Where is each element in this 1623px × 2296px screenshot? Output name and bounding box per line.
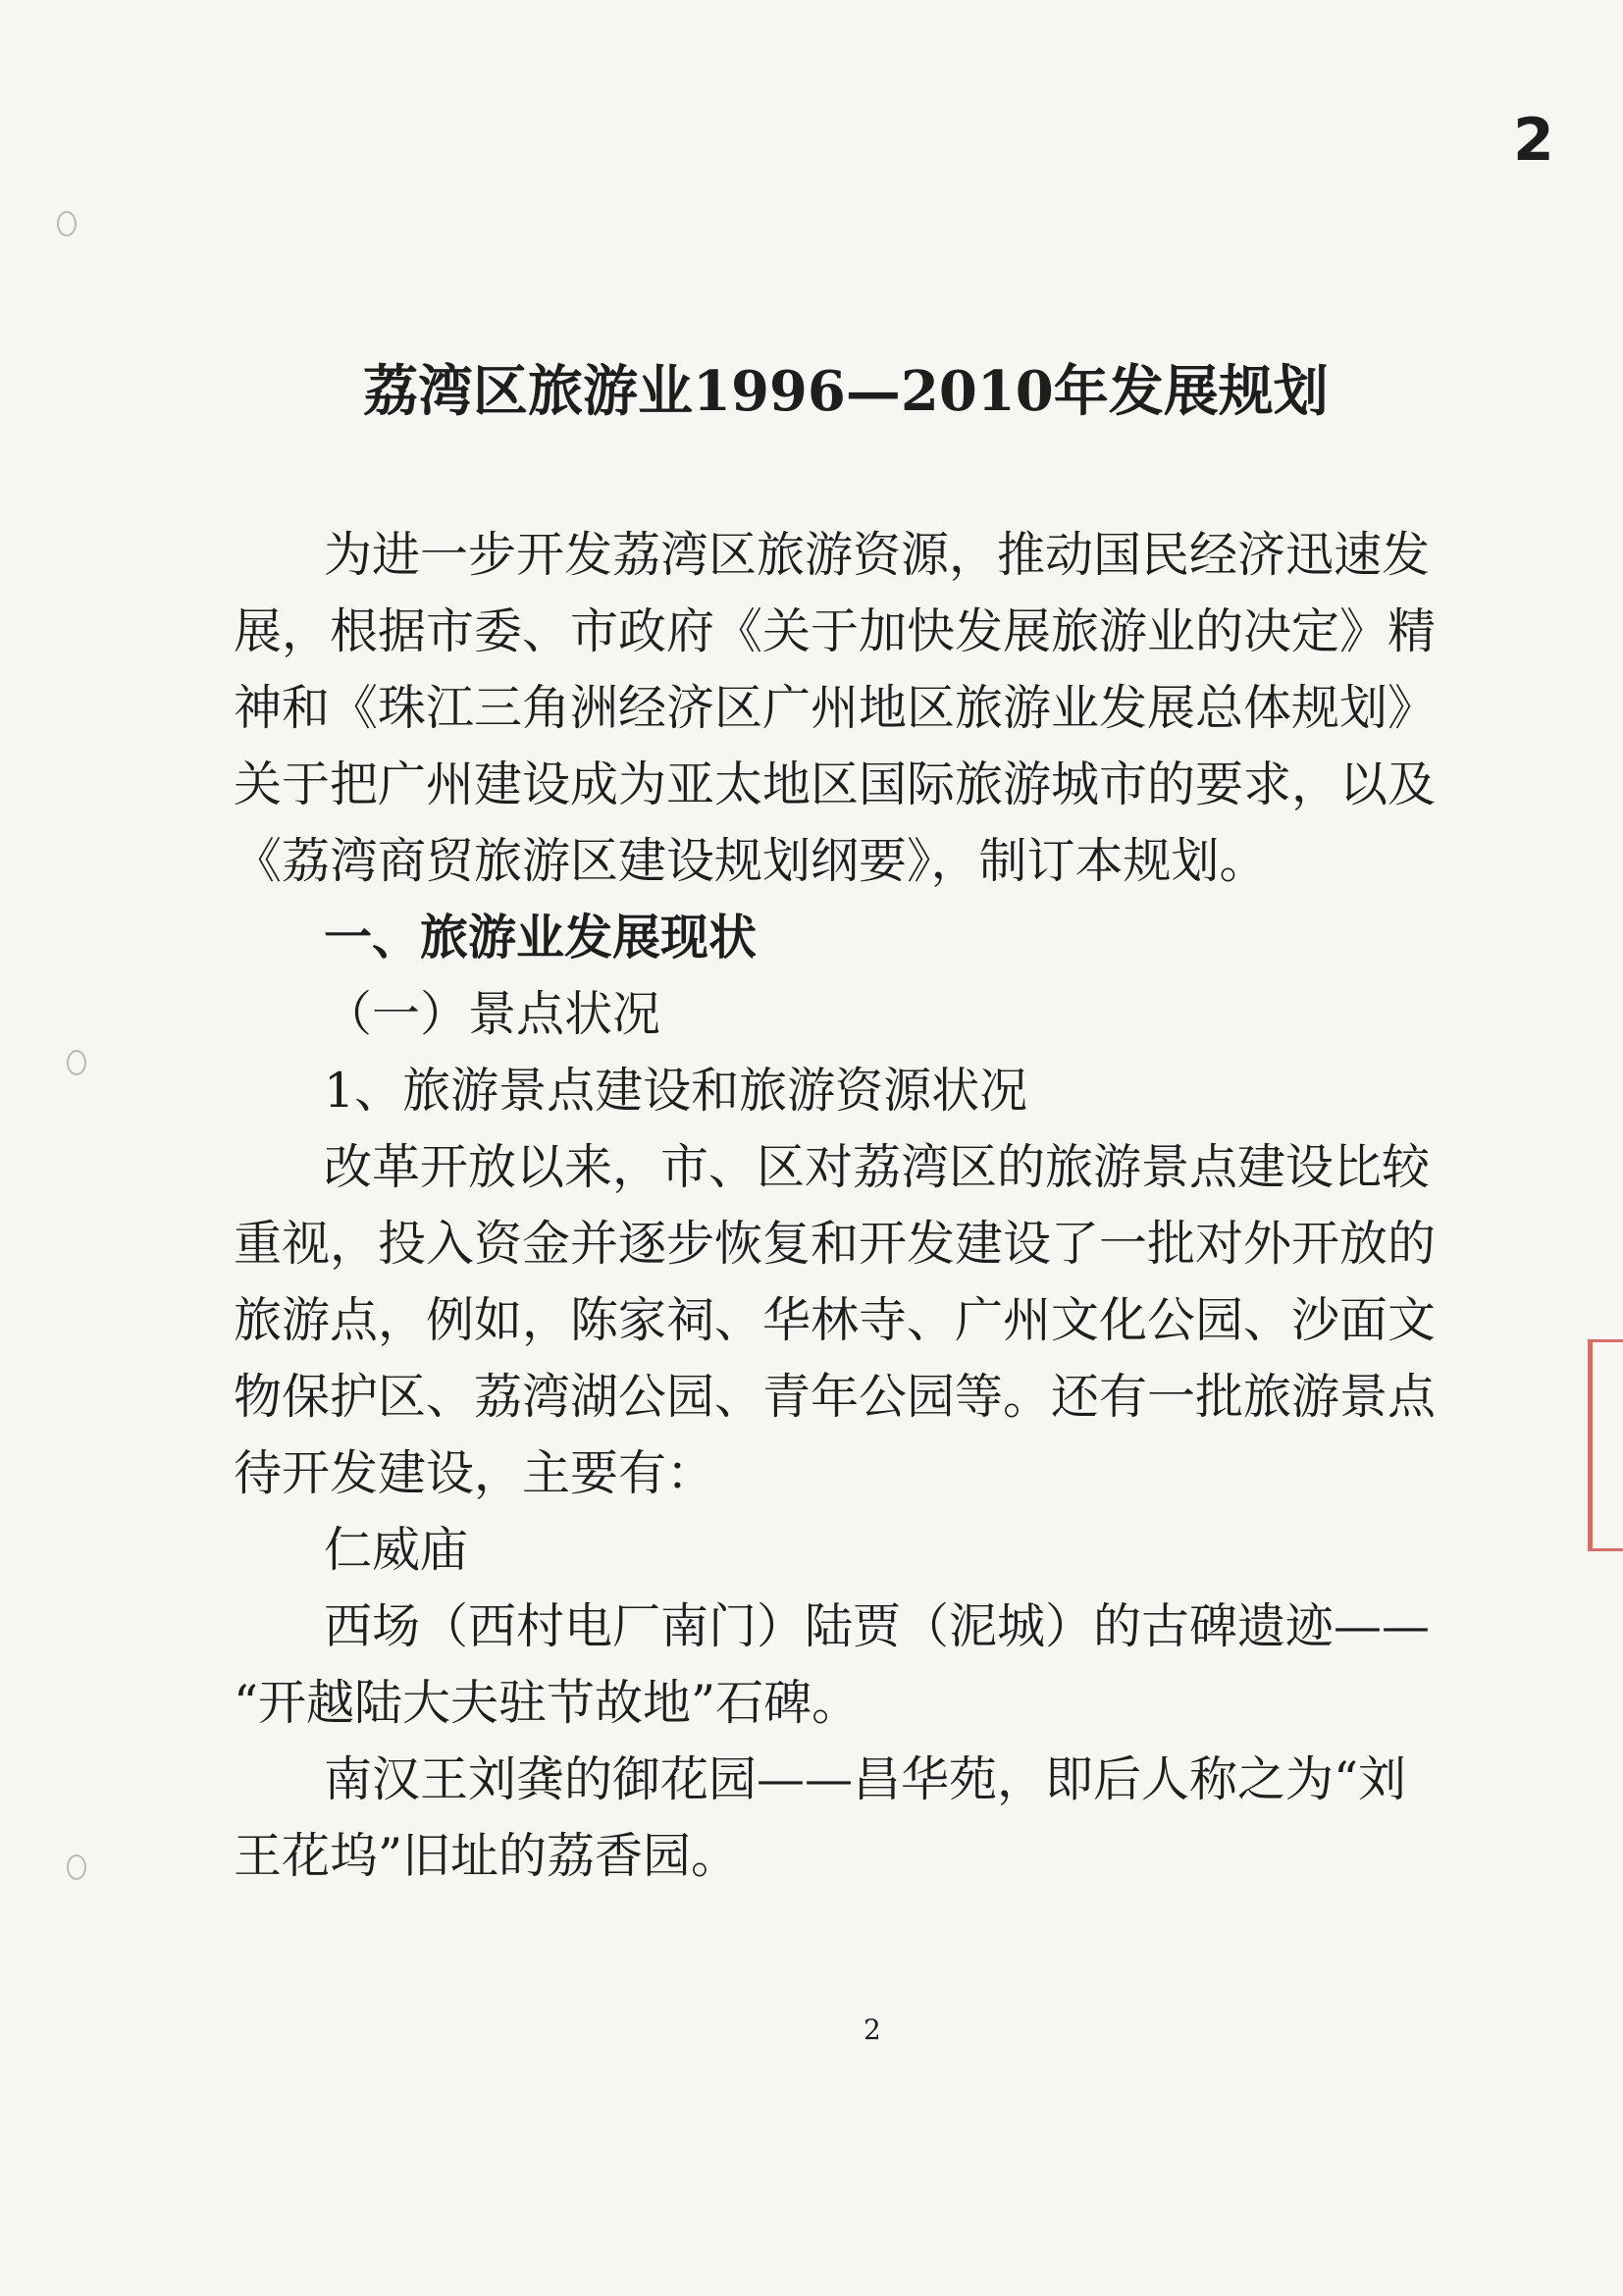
punch-hole (57, 211, 77, 236)
page-number-top: 2 (1513, 106, 1554, 175)
list-item: 王花坞”旧址的荔香园。 (234, 1828, 740, 1884)
subsubsection-heading: 1、旅游景点建设和旅游资源状况 (324, 1063, 1028, 1119)
paragraph-line: 展，根据市委、市政府《关于加快发展旅游业的决定》精 (234, 603, 1437, 659)
section-heading: 一、旅游业发展现状 (324, 909, 758, 965)
list-item: 南汉王刘龚的御花园——昌华苑，即后人称之为“刘 (324, 1751, 1407, 1807)
paragraph-line: 旅游点，例如，陈家祠、华林寺、广州文化公园、沙面文 (234, 1292, 1437, 1348)
paragraph-line: 为进一步开发荔湾区旅游资源，推动国民经济迅速发 (324, 527, 1431, 583)
red-stamp-mark (1588, 1339, 1623, 1551)
paragraph-line: 《荔湾商贸旅游区建设规划纲要》，制订本规划。 (234, 833, 1268, 889)
punch-hole (67, 1854, 86, 1880)
document-title: 荔湾区旅游业1996—2010年发展规划 (363, 359, 1329, 424)
subsection-heading: （一）景点状况 (324, 986, 661, 1042)
paragraph-line: 关于把广州建设成为亚太地区国际旅游城市的要求，以及 (234, 757, 1437, 812)
paragraph-line: 待开发建设，主要有： (234, 1445, 715, 1501)
punch-hole (67, 1050, 86, 1075)
footer-page-number: 2 (864, 2013, 881, 2046)
paragraph-line: 物保护区、荔湾湖公园、青年公园等。还有一批旅游景点 (234, 1369, 1437, 1425)
list-item: “开越陆大夫驻节故地”石碑。 (234, 1675, 861, 1731)
list-item: 仁威庙 (324, 1522, 469, 1578)
paragraph-line: 改革开放以来，市、区对荔湾区的旅游景点建设比较 (324, 1139, 1431, 1195)
paragraph-line: 神和《珠江三角洲经济区广州地区旅游业发展总体规划》 (234, 680, 1437, 736)
list-item: 西场（西村电厂南门）陆贾（泥城）的古碑遗迹—— (324, 1598, 1431, 1654)
paragraph-line: 重视，投入资金并逐步恢复和开发建设了一批对外开放的 (234, 1216, 1437, 1272)
